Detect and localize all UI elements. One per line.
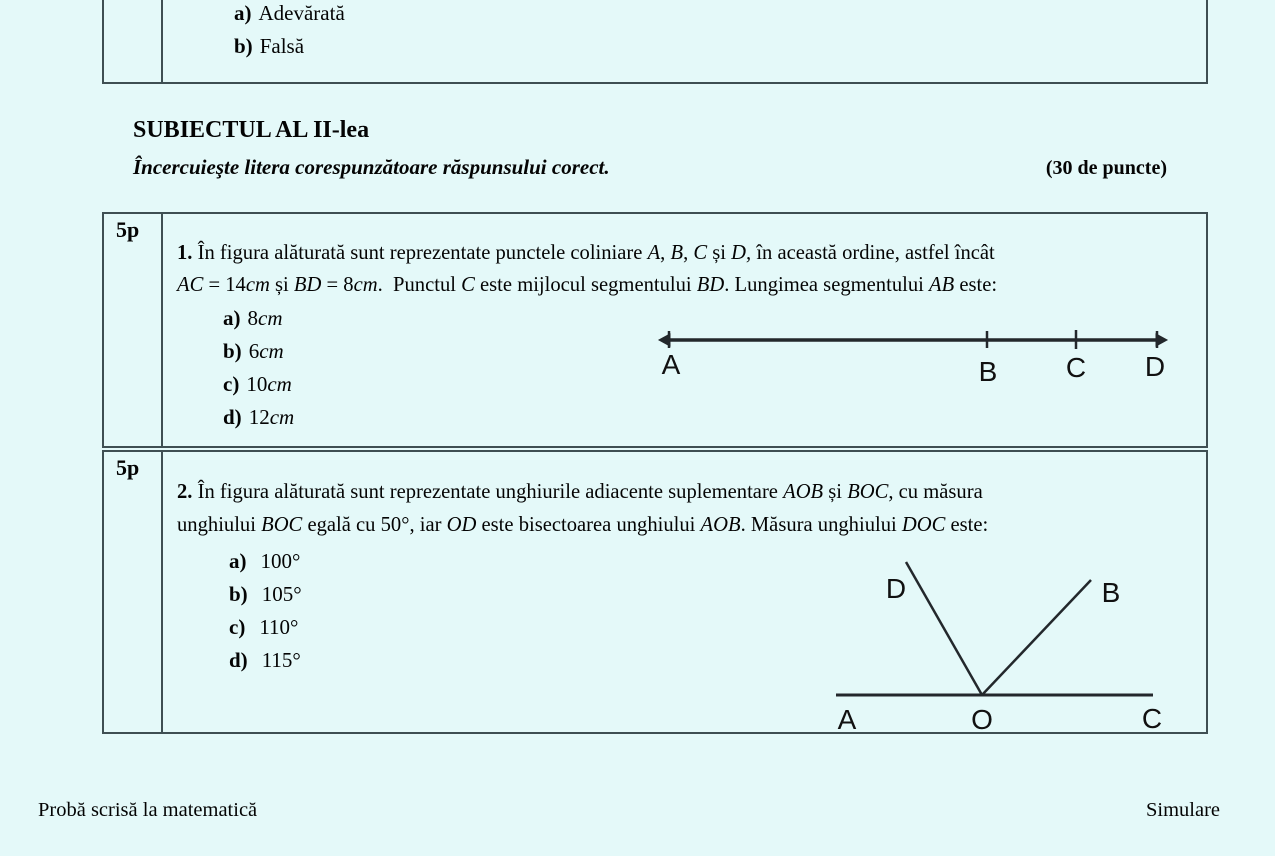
section-points: (30 de puncte) xyxy=(1045,157,1167,179)
option-a-value: 100° xyxy=(260,549,301,573)
option-c-value: 10cm xyxy=(246,372,292,396)
option-a-label: a) xyxy=(223,306,241,330)
option-d xyxy=(223,401,294,434)
previous-question-points-cell xyxy=(104,0,163,82)
option-c-label: c) xyxy=(223,372,240,396)
option-a-value: 8cm xyxy=(247,306,283,330)
option-b-value: Falsă xyxy=(259,34,305,58)
option-b xyxy=(223,335,294,368)
figure2-label-O: O xyxy=(971,704,993,735)
right-arrow-tick xyxy=(1156,334,1167,346)
instruction-text: Încercuieşte litera corespunzătoare răspunsului corect. xyxy=(133,155,610,179)
option-d-value: 12cm xyxy=(248,405,295,429)
option-a-label: a) xyxy=(229,549,247,573)
question-1-text-line-1: 1. În figura alăturată sunt reprezentate punctele coliniare A, B, C și D, în această ordine, astfel încât xyxy=(177,242,995,264)
option-d-value: 115° xyxy=(261,648,301,672)
option-c xyxy=(229,611,302,644)
option-b xyxy=(229,578,302,611)
instruction-row xyxy=(133,155,1167,180)
question-2-row xyxy=(102,450,1208,734)
question-1-text-line-2: AC = 14cm și BD = 8cm. Punctul C este mijlocul segmentului BD. Lungimea segmentului AB este: xyxy=(177,273,998,296)
question-2-text xyxy=(177,476,1199,541)
question-1-text xyxy=(177,238,1199,301)
option-d xyxy=(229,644,302,677)
figure2-label-C: C xyxy=(1141,703,1163,734)
question-2-points: 5p xyxy=(104,452,163,732)
question-2-options xyxy=(229,545,302,677)
option-b-value: 105° xyxy=(261,582,302,606)
left-arrow-tick xyxy=(659,334,670,346)
footer-exam-type: Simulare xyxy=(1145,799,1220,821)
figure-adjacent-angles xyxy=(818,552,1168,737)
option-a xyxy=(229,545,302,578)
question-1-row xyxy=(102,212,1208,448)
option-a xyxy=(223,302,294,335)
option-a-label: a) xyxy=(234,1,252,25)
figure2-label-A: A xyxy=(837,704,857,735)
option-d-label: d) xyxy=(229,648,248,672)
option-c-value: 110° xyxy=(259,615,299,639)
option-b-value: 6cm xyxy=(248,339,284,363)
page-footer xyxy=(38,799,1220,822)
figure-collinear-points xyxy=(654,315,1176,400)
previous-question-options xyxy=(163,0,1206,82)
figure1-label-C: C xyxy=(1065,352,1087,383)
figure2-label-B: B xyxy=(1101,577,1121,608)
figure1-label-D: D xyxy=(1144,351,1166,382)
question-2-text-line-1: 2. În figura alăturată sunt reprezentate unghiurile adiacente suplementare AOB și BOC, cu măsura xyxy=(177,481,983,503)
option-b xyxy=(234,30,1206,63)
option-b-label: b) xyxy=(234,34,253,58)
option-c xyxy=(223,368,294,401)
question-1-points: 5p xyxy=(104,214,163,446)
question-1-cell xyxy=(163,214,1206,446)
previous-question-table xyxy=(102,0,1208,84)
question-2-text-line-2: unghiului BOC egală cu 50°, iar OD este bisectoarea unghiului AOB. Măsura unghiului DOC este: xyxy=(177,513,989,536)
figure1-label-B: B xyxy=(978,356,998,387)
option-a-value: Adevărată xyxy=(258,1,345,25)
question-2-cell xyxy=(163,452,1206,735)
option-c-label: c) xyxy=(229,615,246,639)
section-title: SUBIECTUL AL II-lea xyxy=(133,117,370,143)
option-a xyxy=(234,0,1206,30)
figure1-label-A: A xyxy=(661,349,681,380)
option-b-label: b) xyxy=(229,582,248,606)
question-1-options xyxy=(223,302,294,434)
option-b-label: b) xyxy=(223,339,242,363)
option-d-label: d) xyxy=(223,405,242,429)
figure2-label-D: D xyxy=(885,573,907,604)
footer-exam-name: Probă scrisă la matematică xyxy=(38,799,258,821)
